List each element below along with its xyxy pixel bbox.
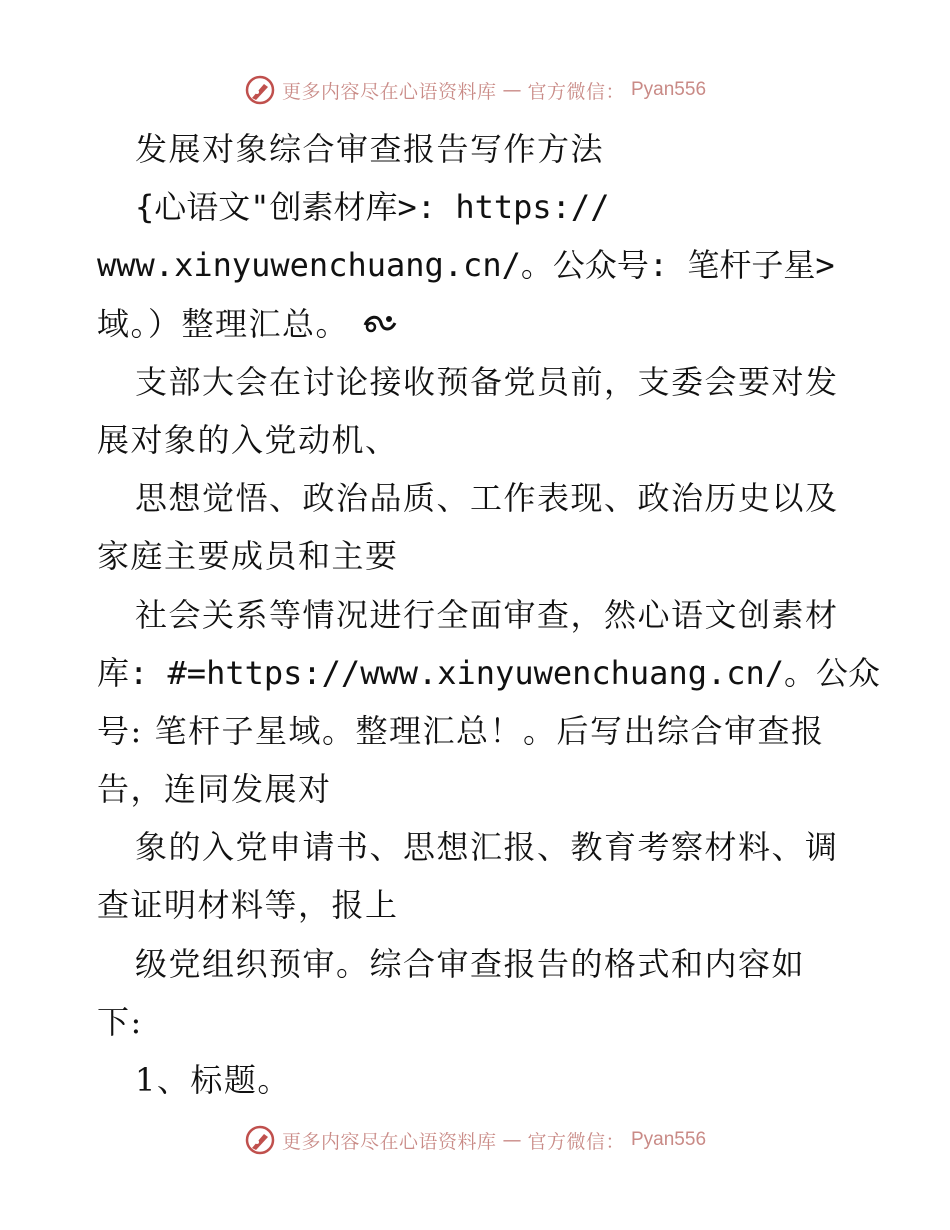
pen-logo-icon xyxy=(244,74,276,106)
text-line: 号: 笔杆子星域。整理汇总！。后写出综合审查报 xyxy=(97,711,825,750)
header-watermark xyxy=(0,70,950,110)
text-line: 支部大会在讨论接收预备党员前，支委会要对发 xyxy=(135,362,839,401)
text-line: 家庭主要成员和主要 xyxy=(97,537,399,576)
text-line: 库: #=https://www.xinyuwenchuang.cn/。公众 xyxy=(97,653,881,692)
watermark-text: 更多内容尽在心语资料库 xyxy=(281,80,497,103)
watermark-label: 官方微信： xyxy=(527,80,625,103)
document-body xyxy=(97,120,881,1109)
text-line: 级党组织预审。综合审查报告的格式和内容如 xyxy=(135,944,806,983)
document-title: 发展对象综合审查报告写作方法 xyxy=(135,130,605,168)
watermark-id: Pyan556 xyxy=(631,79,707,100)
text-line: {心语文"创素材库>: https:// xyxy=(135,188,610,227)
watermark-text: 更多内容尽在心语资料库 xyxy=(281,1130,497,1153)
footer-watermark xyxy=(0,1120,950,1160)
watermark-separator: — xyxy=(502,79,522,101)
watermark-separator: — xyxy=(502,1129,522,1151)
section-heading: 1、标题。 xyxy=(135,1061,291,1099)
text-line: 告，连同发展对 xyxy=(97,770,332,809)
text-line: www.xinyuwenchuang.cn/。公众号: 笔杆子星> xyxy=(97,246,835,285)
text-line-content: 域。）整理汇总。 xyxy=(97,304,350,343)
text-line: 象的入党申请书、思想汇报、教育考察材料、调 xyxy=(135,828,839,867)
text-line: 展对象的入党动机、 xyxy=(97,420,399,459)
watermark-label: 官方微信： xyxy=(527,1130,625,1153)
text-line: 下: xyxy=(97,1002,143,1041)
text-line: 社会关系等情况进行全面审查，然心语文创素材 xyxy=(135,595,839,634)
text-line: 查证明材料等，报上 xyxy=(97,886,399,925)
pen-logo-icon xyxy=(244,1124,276,1156)
text-line xyxy=(97,295,857,353)
fleuron-icon xyxy=(361,309,399,339)
text-line: 思想觉悟、政治品质、工作表现、政治历史以及 xyxy=(135,479,839,518)
watermark-id: Pyan556 xyxy=(631,1129,707,1150)
